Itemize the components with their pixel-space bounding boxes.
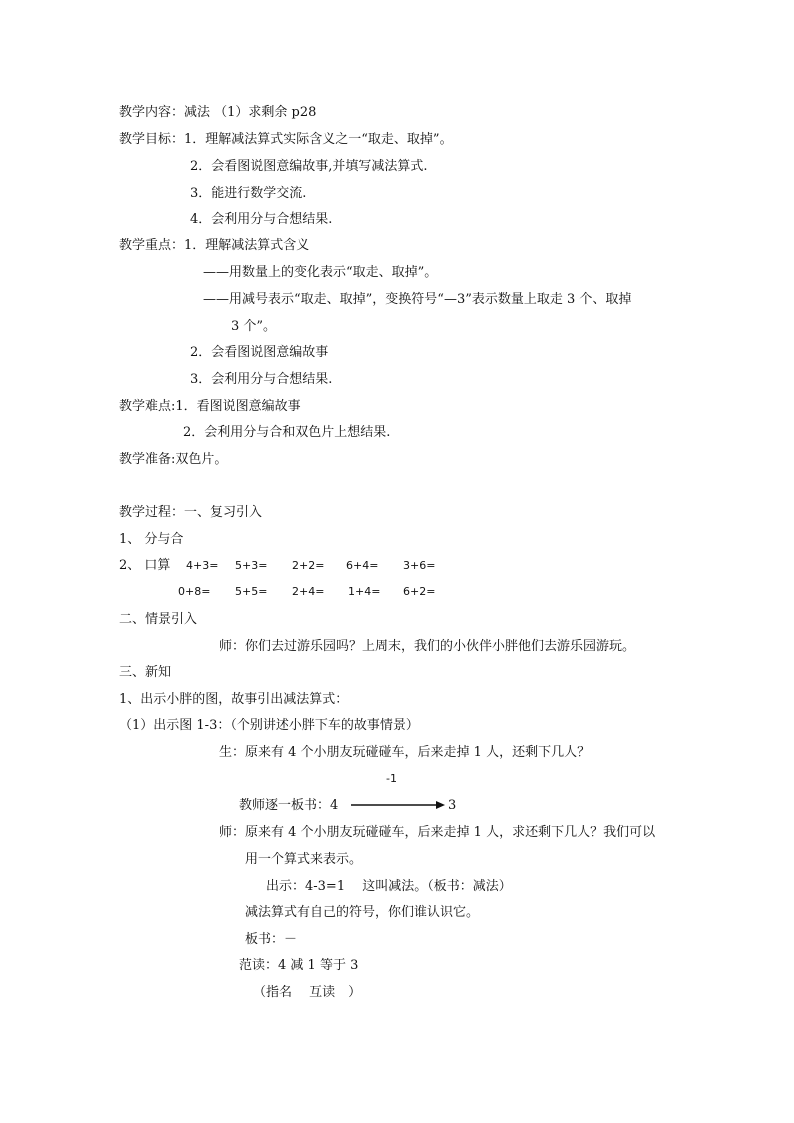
calc-cell: 2+2= (292, 559, 325, 572)
reading-note: （指名 互读 ） (253, 985, 362, 1000)
show-line: 出示：4-3=1 这叫减法。（板书：减法） (266, 879, 512, 894)
model-reading: 范读：4 减 1 等于 3 (239, 958, 359, 973)
step-1-1: （1）出示图 1-3：（个别讲述小胖下车的故事情景） (119, 718, 419, 733)
key-point-sub-1: ——用数量上的变化表示“取走、取掉”。 (203, 265, 438, 280)
board-result: 3 (448, 798, 457, 813)
section-heading-3: 三、新知 (119, 665, 172, 680)
review-item-2-label: 2、 口算 (119, 558, 171, 573)
teacher-intro: 师：你们去过游乐园吗？上周末，我们的小伙伴小胖他们去游乐园游玩。 (219, 639, 636, 654)
difficulty-2: 2．会利用分与合和双色片上想结果. (183, 425, 391, 440)
key-point-3: 3．会利用分与合想结果. (190, 372, 333, 387)
calc-cell: 5+3= (235, 559, 268, 572)
calc-cell: 1+4= (348, 585, 381, 598)
arrow-label: -1 (386, 772, 397, 785)
calc-cell: 6+4= (346, 559, 379, 572)
calc-cell: 4+3= (186, 559, 219, 572)
goal-3: 3．能进行数学交流. (190, 186, 307, 201)
calc-cell: 5+5= (235, 585, 268, 598)
key-point-2: 2．会看图说图意编故事 (190, 345, 329, 360)
key-point-sub-2: ——用减号表示“取走、取掉”，变换符号“—3”表示数量上取走 3 个、取掉 (203, 292, 632, 307)
board-minus: 板书：－ (245, 932, 298, 947)
key-point-1: 教学重点：1．理解减法算式含义 (119, 238, 310, 253)
board-prefix: 教师逐一板书：4 (239, 798, 339, 813)
preparation: 教学准备:双色片。 (119, 452, 228, 467)
teacher-question-1: 师：原来有 4 个小朋友玩碰碰车，后来走掉 1 人，求还剩下几人？我们可以 (219, 825, 656, 840)
review-item-1: 1、 分与合 (119, 532, 184, 547)
goal-4: 4．会利用分与合想结果. (190, 212, 333, 227)
lesson-content: 教学内容：减法 （1）求剩余 p28 (119, 105, 317, 120)
calc-cell: 3+6= (403, 559, 436, 572)
symbol-line: 减法算式有自己的符号，你们谁认识它。 (245, 905, 480, 920)
calc-cell: 0+8= (178, 585, 211, 598)
goal-1: 教学目标：1．理解减法算式实际含义之一“取走、取掉”。 (119, 132, 453, 147)
difficulty-1: 教学难点:1．看图说图意编故事 (119, 399, 301, 414)
process-title: 教学过程：一、复习引入 (119, 505, 263, 520)
calc-cell: 6+2= (403, 585, 436, 598)
arrow-icon (350, 799, 446, 811)
student-line: 生：原来有 4 个小朋友玩碰碰车，后来走掉 1 人，还剩下几人？ (219, 745, 591, 760)
section-heading-2: 二、情景引入 (119, 612, 198, 627)
calc-cell: 2+4= (292, 585, 325, 598)
step-1: 1、出示小胖的图，故事引出减法算式： (119, 692, 349, 707)
goal-2: 2．会看图说图意编故事,并填写减法算式. (190, 159, 428, 174)
key-point-sub-2-cont: 3 个”。 (231, 319, 277, 334)
teacher-question-2: 用一个算式来表示。 (245, 852, 363, 867)
